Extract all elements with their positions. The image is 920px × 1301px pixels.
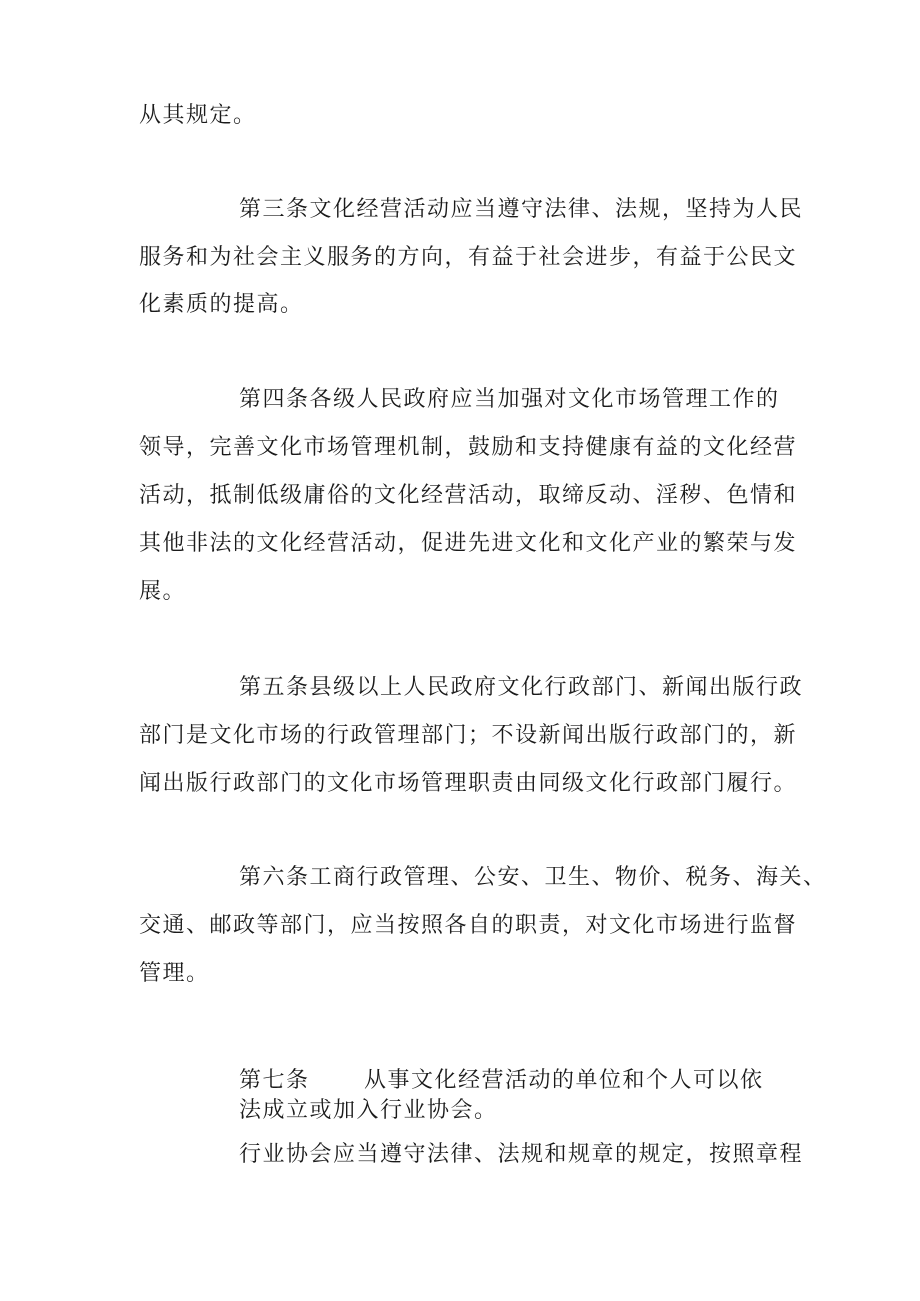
article5-line-2: 部门是文化市场的行政管理部门；不设新闻出版行政部门的，新 [139, 723, 798, 748]
article6-line-1: 第六条工商行政管理、公安、卫生、物价、税务、海关、 [239, 865, 827, 890]
article6-line-3: 管理。 [139, 961, 210, 986]
article4-line-3: 活动，抵制低级庸俗的文化经营活动，取缔反动、淫秽、色情和 [139, 483, 798, 508]
article7-line-1: 从事文化经营活动的单位和个人可以依 [364, 1068, 764, 1093]
article4-line-5: 展。 [139, 579, 187, 604]
article4-line-4: 其他非法的文化经营活动，促进先进文化和文化产业的繁荣与发 [139, 531, 798, 556]
article4-line-1: 第四条各级人民政府应当加强对文化市场管理工作的 [239, 387, 780, 412]
article6-line-2: 交通、邮政等部门，应当按照各自的职责，对文化市场进行监督 [139, 913, 798, 938]
article7-line-3: 行业协会应当遵守法律、法规和规章的规定，按照章程 [239, 1142, 804, 1167]
article4-line-2: 领导，完善文化市场管理机制，鼓励和支持健康有益的文化经营 [139, 435, 798, 460]
intro-line-1: 从其规定。 [139, 103, 257, 128]
article3-line-1: 第三条文化经营活动应当遵守法律、法规，坚持为人民 [239, 197, 804, 222]
article5-line-3: 闻出版行政部门的文化市场管理职责由同级文化行政部门履行。 [139, 771, 798, 796]
article3-line-2: 服务和为社会主义服务的方向，有益于社会进步，有益于公民文 [139, 245, 798, 270]
article5-line-1: 第五条县级以上人民政府文化行政部门、新闻出版行政 [239, 675, 804, 700]
article7-heading: 第七条 [239, 1068, 310, 1093]
article3-line-3: 化素质的提高。 [139, 292, 304, 317]
article7-line-2: 法成立或加入行业协会。 [239, 1098, 498, 1123]
